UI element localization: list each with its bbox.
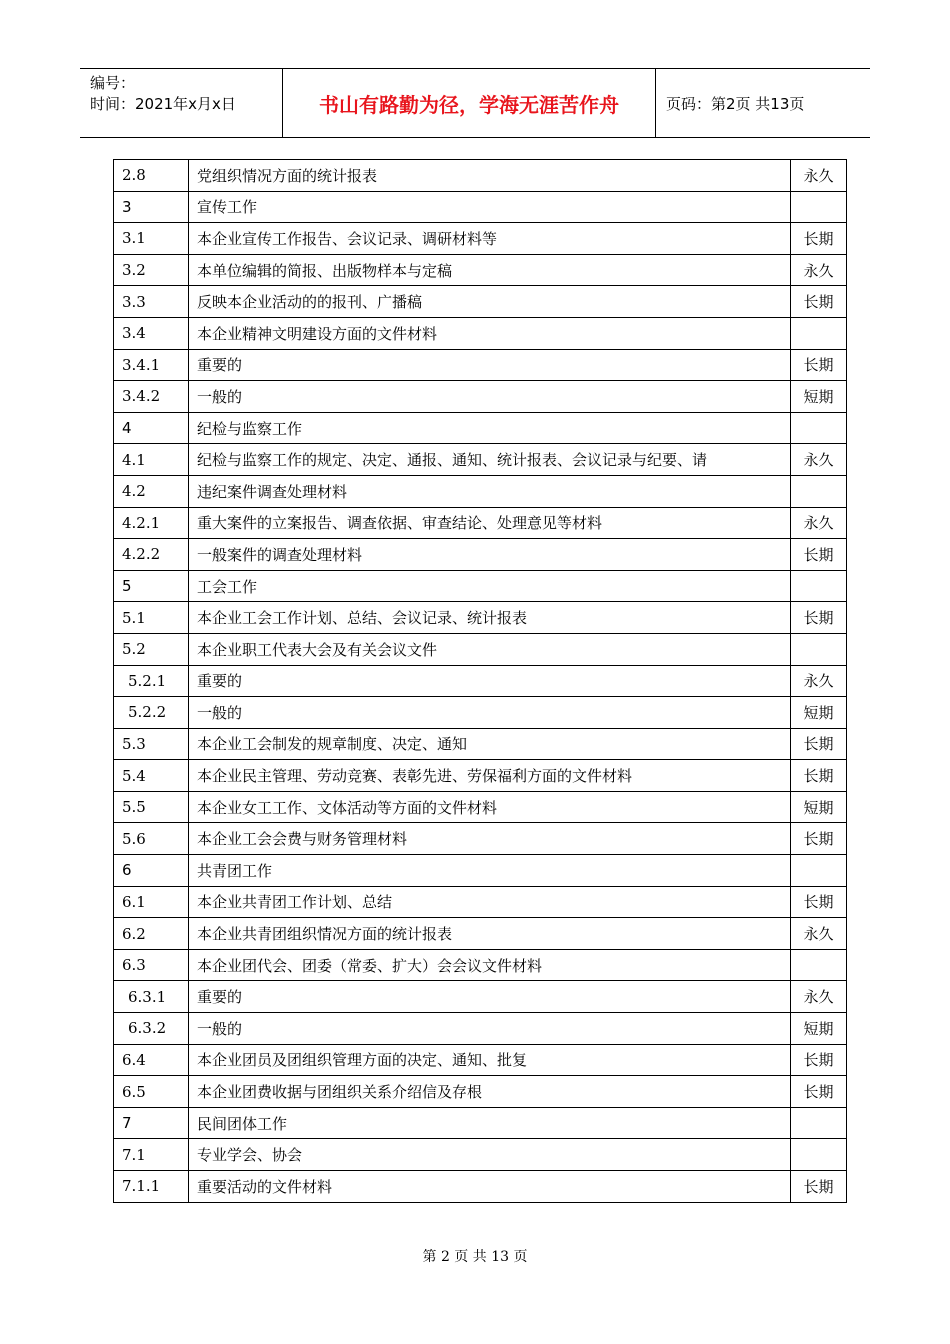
- item-number: 3.4.2: [114, 381, 189, 413]
- table-row: [114, 602, 847, 634]
- retention-term: [791, 1107, 847, 1139]
- item-title: 重要活动的文件材料: [189, 1171, 791, 1203]
- item-title: 本企业团员及团组织管理方面的决定、通知、批复: [189, 1044, 791, 1076]
- section-row: [114, 855, 847, 887]
- item-title: 反映本企业活动的的报刊、广播稿: [189, 286, 791, 318]
- item-number: 3.3: [114, 286, 189, 318]
- header-motto: 书山有路勤为径，学海无涯苦作舟: [283, 69, 656, 137]
- table-row: [114, 791, 847, 823]
- item-title: 党组织情况方面的统计报表: [189, 160, 791, 192]
- table-row: [114, 539, 847, 571]
- item-title: 本企业共青团工作计划、总结: [189, 886, 791, 918]
- table-row: [114, 823, 847, 855]
- table-row: [114, 1171, 847, 1203]
- table-row: [114, 1139, 847, 1171]
- retention-term: [791, 191, 847, 223]
- table-row: [114, 381, 847, 413]
- item-title: 专业学会、协会: [189, 1139, 791, 1171]
- item-number: 5.2: [114, 633, 189, 665]
- item-number: 5.1: [114, 602, 189, 634]
- archive-retention-table: [113, 159, 847, 1203]
- table-row: [114, 254, 847, 286]
- retention-term: [791, 317, 847, 349]
- retention-term: 长期: [791, 539, 847, 571]
- item-number: 6.3: [114, 949, 189, 981]
- item-title: 共青团工作: [189, 855, 791, 887]
- item-number: 6.2: [114, 918, 189, 950]
- retention-term: 长期: [791, 1171, 847, 1203]
- item-title: 本企业共青团组织情况方面的统计报表: [189, 918, 791, 950]
- item-number: 5: [114, 570, 189, 602]
- table-row: [114, 1044, 847, 1076]
- item-title: 本企业女工工作、文体活动等方面的文件材料: [189, 791, 791, 823]
- header-meta: [80, 69, 283, 137]
- retention-term: 永久: [791, 665, 847, 697]
- item-number: 3.1: [114, 223, 189, 255]
- item-title: 民间团体工作: [189, 1107, 791, 1139]
- table-row: [114, 349, 847, 381]
- section-row: [114, 570, 847, 602]
- item-number: 7: [114, 1107, 189, 1139]
- header-page-info: 页码：第2页 共13页: [666, 94, 805, 113]
- table-row: [114, 223, 847, 255]
- retention-term: [791, 475, 847, 507]
- section-row: [114, 412, 847, 444]
- code-label: 编号：: [90, 74, 136, 92]
- item-number: 6.3.1: [114, 981, 189, 1013]
- retention-term: 长期: [791, 728, 847, 760]
- item-number: 5.2.2: [114, 697, 189, 729]
- item-number: 7.1.1: [114, 1171, 189, 1203]
- item-number: 6.3.2: [114, 1013, 189, 1045]
- item-number: 2.8: [114, 160, 189, 192]
- item-title: 纪检与监察工作: [189, 412, 791, 444]
- retention-term: 长期: [791, 1076, 847, 1108]
- retention-term: [791, 570, 847, 602]
- retention-term: 短期: [791, 1013, 847, 1045]
- table-row: [114, 697, 847, 729]
- item-number: 6.1: [114, 886, 189, 918]
- page-header: [80, 68, 870, 138]
- item-title: 宣传工作: [189, 191, 791, 223]
- item-number: 5.5: [114, 791, 189, 823]
- item-number: 4.1: [114, 444, 189, 476]
- item-title: 本企业职工代表大会及有关会议文件: [189, 633, 791, 665]
- item-number: 5.2.1: [114, 665, 189, 697]
- table-row: [114, 507, 847, 539]
- section-row: [114, 191, 847, 223]
- item-title: 一般的: [189, 1013, 791, 1045]
- page-footer: 第 2 页 共 13 页: [422, 1249, 528, 1265]
- item-title: 本企业团代会、团委（常委、扩大）会会议文件材料: [189, 949, 791, 981]
- retention-term: 短期: [791, 381, 847, 413]
- time-label: 时间：2021年x月x日: [90, 95, 236, 113]
- item-number: 4.2.2: [114, 539, 189, 571]
- item-title: 纪检与监察工作的规定、决定、通报、通知、统计报表、会议记录与纪要、请: [189, 444, 791, 476]
- table-row: [114, 760, 847, 792]
- item-title: 本企业工会会费与财务管理材料: [189, 823, 791, 855]
- item-number: 4.2: [114, 475, 189, 507]
- retention-term: [791, 855, 847, 887]
- item-title: 本企业工会工作计划、总结、会议记录、统计报表: [189, 602, 791, 634]
- item-title: 本企业精神文明建设方面的文件材料: [189, 317, 791, 349]
- item-title: 本企业民主管理、劳动竞赛、表彰先进、劳保福利方面的文件材料: [189, 760, 791, 792]
- retention-term: [791, 412, 847, 444]
- item-title: 本单位编辑的简报、出版物样本与定稿: [189, 254, 791, 286]
- table-row: [114, 665, 847, 697]
- table-row: [114, 949, 847, 981]
- table-row: [114, 317, 847, 349]
- table-row: [114, 1076, 847, 1108]
- retention-term: [791, 949, 847, 981]
- retention-term: [791, 633, 847, 665]
- item-title: 一般的: [189, 697, 791, 729]
- item-number: 5.4: [114, 760, 189, 792]
- retention-term: 永久: [791, 444, 847, 476]
- item-number: 7.1: [114, 1139, 189, 1171]
- item-title: 一般案件的调查处理材料: [189, 539, 791, 571]
- table-row: [114, 475, 847, 507]
- table-row: [114, 728, 847, 760]
- retention-term: 短期: [791, 791, 847, 823]
- item-title: 重大案件的立案报告、调查依据、审查结论、处理意见等材料: [189, 507, 791, 539]
- item-title: 一般的: [189, 381, 791, 413]
- item-number: 3: [114, 191, 189, 223]
- retention-term: 长期: [791, 823, 847, 855]
- item-number: 6.5: [114, 1076, 189, 1108]
- retention-term: 永久: [791, 981, 847, 1013]
- table-row: [114, 918, 847, 950]
- table-row: [114, 160, 847, 192]
- table-row: [114, 886, 847, 918]
- item-number: 5.3: [114, 728, 189, 760]
- table-row: [114, 286, 847, 318]
- item-title: 重要的: [189, 981, 791, 1013]
- item-number: 4: [114, 412, 189, 444]
- item-number: 3.4.1: [114, 349, 189, 381]
- item-number: 5.6: [114, 823, 189, 855]
- item-title: 违纪案件调查处理材料: [189, 475, 791, 507]
- retention-term: 长期: [791, 349, 847, 381]
- table-body: [114, 160, 847, 1203]
- retention-term: 长期: [791, 886, 847, 918]
- retention-term: 永久: [791, 918, 847, 950]
- item-title: 本企业工会制发的规章制度、决定、通知: [189, 728, 791, 760]
- item-title: 重要的: [189, 349, 791, 381]
- item-number: 3.2: [114, 254, 189, 286]
- table-row: [114, 981, 847, 1013]
- retention-term: 永久: [791, 507, 847, 539]
- table-row: [114, 633, 847, 665]
- item-number: 6.4: [114, 1044, 189, 1076]
- retention-term: 长期: [791, 1044, 847, 1076]
- item-title: 本企业团费收据与团组织关系介绍信及存根: [189, 1076, 791, 1108]
- section-row: [114, 1107, 847, 1139]
- table-row: [114, 444, 847, 476]
- retention-term: 长期: [791, 602, 847, 634]
- retention-term: 长期: [791, 760, 847, 792]
- item-title: 本企业宣传工作报告、会议记录、调研材料等: [189, 223, 791, 255]
- item-title: 重要的: [189, 665, 791, 697]
- table-row: [114, 1013, 847, 1045]
- retention-term: 长期: [791, 223, 847, 255]
- retention-term: 短期: [791, 697, 847, 729]
- item-number: 6: [114, 855, 189, 887]
- item-number: 4.2.1: [114, 507, 189, 539]
- item-number: 3.4: [114, 317, 189, 349]
- retention-term: 长期: [791, 286, 847, 318]
- retention-term: [791, 1139, 847, 1171]
- item-title: 工会工作: [189, 570, 791, 602]
- retention-term: 永久: [791, 254, 847, 286]
- retention-term: 永久: [791, 160, 847, 192]
